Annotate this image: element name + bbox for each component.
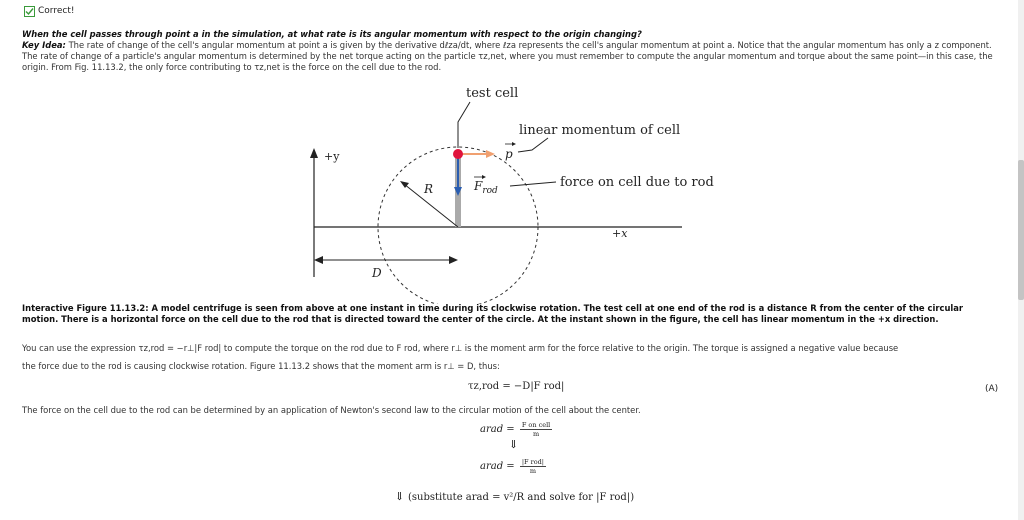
linear-momentum-label: linear momentum of cell [519, 123, 681, 138]
test-cell-leader [458, 102, 470, 148]
check-icon [24, 6, 35, 17]
equation-1-denominator: m [532, 430, 540, 438]
torque-equation: τz,rod = −D|F rod| [468, 381, 565, 392]
radius-label: R [424, 182, 434, 196]
equation-2-denominator: m [529, 467, 537, 475]
correct-banner [24, 3, 74, 19]
momentum-arrowhead [486, 150, 495, 158]
key-idea-text: The rate of change of the cell's angular momentum at point a is given by the derivative dℓza/dt, where ℓza represents the cell's angular momentum at point a. Notice that the angular momentum has only a z component. The rate of change of a particle's angular momentum is determined by the net torque acting on the particle τz,net, where you must remember to compute the angular momentum and torque about the same point—in this case, the origin. From Fig. 11.13.2, the only force contributing to τz,net is the force on the cell due to the rod. [22, 40, 993, 72]
equation-1-numerator: F on cell [521, 421, 551, 429]
d-label: D [372, 266, 382, 280]
equation-2-numerator: |F rod| [521, 458, 544, 466]
momentum-leader [518, 138, 548, 152]
scrollbar-thumb[interactable] [1018, 160, 1024, 300]
force-leader [510, 182, 556, 186]
equation-2-lhs: arad = [480, 461, 515, 472]
test-cell-label: test cell [466, 86, 519, 101]
equation-2 [480, 458, 546, 475]
d-arrowhead-left [314, 256, 323, 264]
key-idea-label: Key Idea: [22, 40, 66, 50]
test-cell [453, 149, 463, 159]
scrollbar[interactable] [1018, 0, 1024, 520]
force-label: force on cell due to rod [560, 175, 714, 190]
equation-label: (A) [985, 384, 999, 394]
body-text-1b: the force due to the rod is causing clockwise rotation. Figure 11.13.2 shows that the moment arm is r⊥ = D, thus: [22, 361, 500, 371]
plus-y-label: +y [324, 150, 340, 163]
equation-3: (substitute arad = v²/R and solve for |F rod|) [408, 492, 635, 503]
equation-1-lhs: arad = [480, 424, 515, 435]
d-arrowhead-right [449, 256, 458, 264]
question-text: When the cell passes through point a in the simulation, at what rate is its angular momentum with respect to the origin changing? [22, 29, 642, 39]
body-text-1 [22, 343, 997, 354]
centrifuge-figure [300, 82, 720, 304]
plus-x-label: +x [612, 227, 628, 240]
f-rod-label: $F_{rod}$ [474, 179, 498, 196]
y-axis-arrowhead [310, 148, 318, 158]
body-text-2: The force on the cell due to the rod can be determined by an application of Newton's second law to the circular motion of the cell about the center. [22, 405, 641, 415]
body-text-1a: You can use the expression τz,rod = −r⊥|F rod| to compute the torque on the rod due to F rod, where r⊥ is the moment arm for the force relative to the origin. The torque is assigned a negative value because [22, 343, 899, 353]
implies-arrow-1: ⇓ [509, 438, 519, 451]
figure-caption: Interactive Figure 11.13.2: A model centrifuge is seen from above at one instant in time during its clockwise rotation. The test cell at one end of the rod is a distance R from the center of the circular motion. There is a horizontal force on the cell due to the rod that is directed toward the center of the circle. At the instant shown in the figure, the cell has linear momentum in the +x direction. [22, 303, 964, 324]
p-label: p [505, 147, 513, 161]
implies-arrow-2: ⇓ [395, 490, 405, 503]
equation-1 [480, 421, 552, 438]
key-idea [22, 40, 997, 73]
correct-label: Correct! [38, 6, 75, 16]
